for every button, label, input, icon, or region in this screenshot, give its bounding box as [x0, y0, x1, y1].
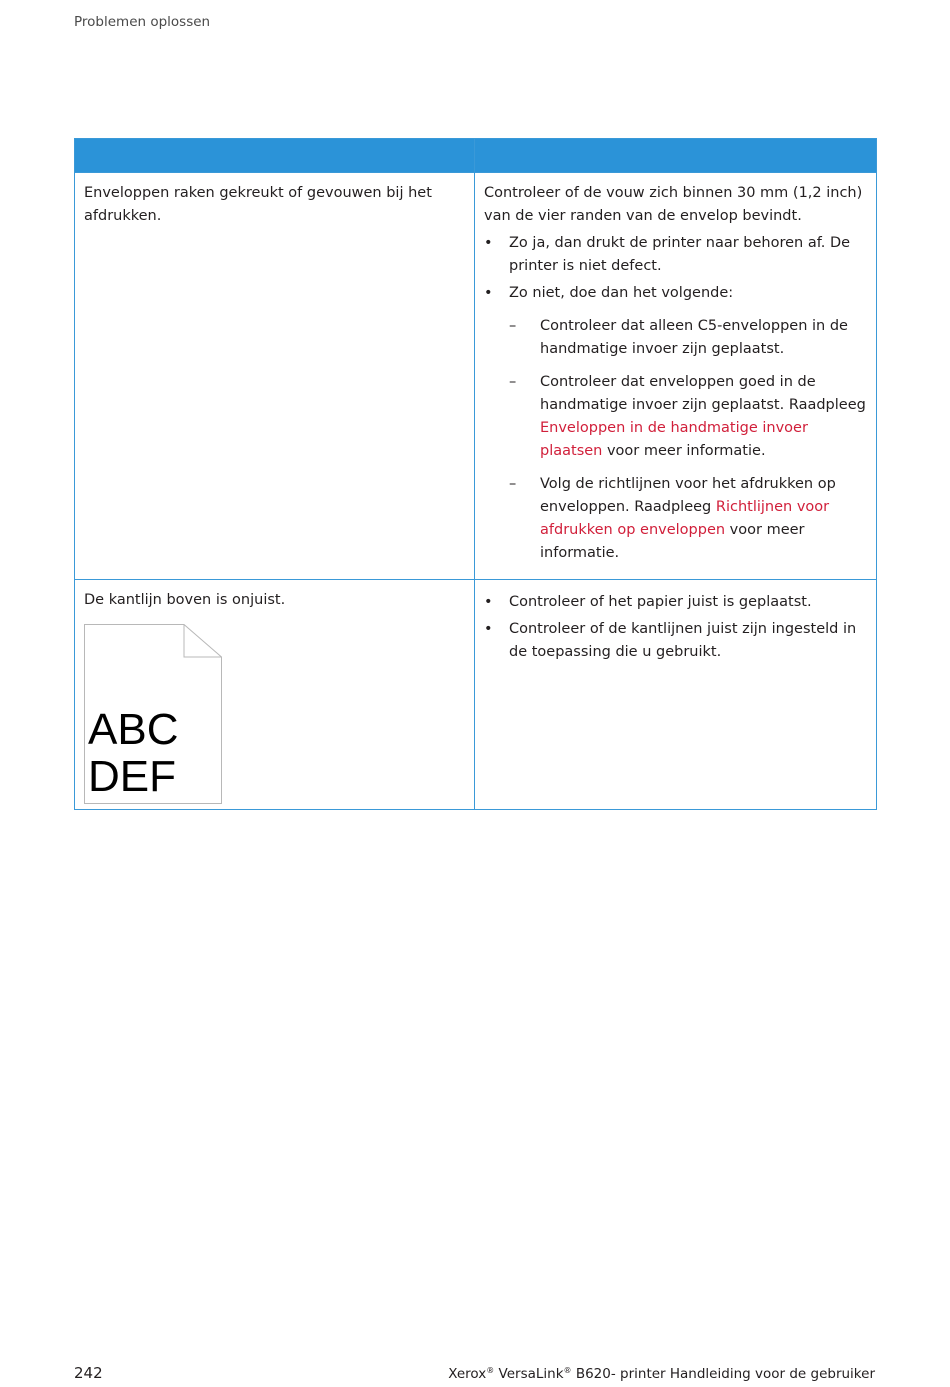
footer-brand: Xerox	[448, 1366, 487, 1382]
list-item	[484, 232, 867, 278]
list-item-text: Controleer of de kantlijnen juist zijn ingesteld in de toepassing die u gebruikt.	[509, 621, 857, 660]
misaligned-page-illustration	[84, 624, 224, 804]
dash-marker: –	[509, 476, 517, 492]
sub-list-item	[509, 371, 867, 463]
registered-mark: ®	[563, 1366, 572, 1375]
table-header-row	[75, 139, 877, 173]
list-item	[484, 618, 867, 664]
table-row	[75, 580, 877, 810]
sub-list-item-text: Controleer dat alleen C5-enveloppen in de handmatige invoer zijn geplaatst.	[540, 318, 848, 357]
problem-text: De kantlijn boven is onjuist.	[84, 592, 286, 608]
table-row	[75, 173, 877, 580]
sub-list-item-text: voor meer informatie.	[540, 522, 805, 561]
list-item	[484, 591, 867, 614]
footer-title: B620- printer Handleiding voor de gebruiker	[575, 1366, 875, 1382]
bullet-marker: •	[484, 594, 493, 610]
registered-mark: ®	[486, 1366, 495, 1375]
bullet-marker: •	[484, 621, 493, 637]
problem-column-header	[75, 139, 475, 173]
illustration-line-2: DEF	[88, 752, 176, 801]
solution-bullet-list	[484, 591, 867, 664]
problem-cell	[75, 173, 475, 580]
illustration-line-1: ABC	[88, 705, 179, 754]
list-item	[484, 282, 867, 565]
solution-cell	[475, 173, 877, 580]
sub-list-item	[509, 473, 867, 565]
sub-list-item-text: Controleer dat enveloppen goed in de handmatige invoer zijn geplaatst. Raadpleeg	[540, 374, 866, 413]
dash-marker: –	[509, 318, 517, 334]
page-number: 242	[74, 1364, 103, 1382]
troubleshooting-table	[74, 138, 877, 810]
solution-cell	[475, 580, 877, 810]
envelope-loading-link[interactable]: Enveloppen in de handmatige invoer plaatsen	[540, 420, 808, 459]
bullet-marker: •	[484, 235, 493, 251]
envelope-guidelines-link[interactable]: Richtlijnen voor afdrukken op enveloppen	[540, 499, 830, 538]
problem-text: Enveloppen raken gekreukt of gevouwen bij het afdrukken.	[84, 185, 432, 224]
solution-intro: Controleer of de vouw zich binnen 30 mm (1,2 inch) van de vier randen van de envelop bevindt.	[484, 185, 863, 224]
running-footer	[448, 1366, 875, 1382]
sub-list-item-text: Volg de richtlijnen voor het afdrukken op enveloppen. Raadpleeg	[540, 476, 836, 515]
sub-list-item-text: voor meer informatie.	[602, 443, 766, 459]
list-item-text: Zo niet, doe dan het volgende:	[509, 285, 734, 301]
list-item-text: Controleer of het papier juist is geplaatst.	[509, 594, 812, 610]
bullet-marker: •	[484, 285, 493, 301]
running-header: Problemen oplossen	[74, 14, 211, 30]
dash-marker: –	[509, 374, 517, 390]
solution-column-header	[475, 139, 877, 173]
list-item-text: Zo ja, dan drukt de printer naar behoren af. De printer is niet defect.	[509, 235, 851, 274]
solution-bullet-list	[484, 232, 867, 565]
sub-list-item	[509, 315, 867, 361]
problem-cell	[75, 580, 475, 810]
sub-step-list	[509, 315, 867, 565]
footer-product: VersaLink	[498, 1366, 564, 1382]
